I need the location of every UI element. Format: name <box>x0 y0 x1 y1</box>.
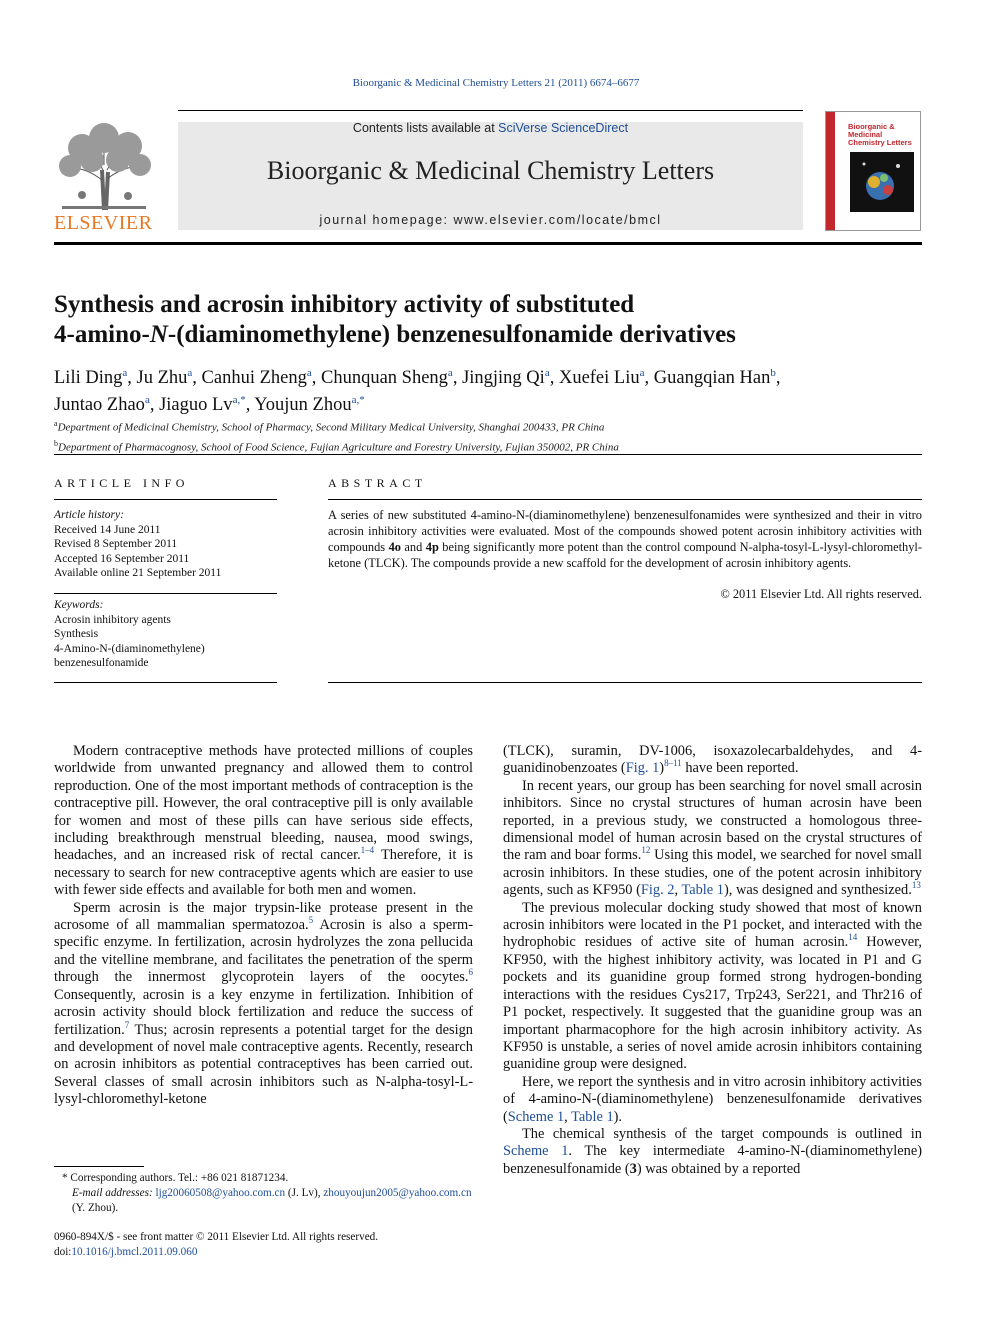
article-info-rule <box>54 499 277 500</box>
body-paragraph: In recent years, our group has been searching for novel small acrosin inhibitors. Since no crystal structures of human acrosin have been reported, in a previous study, we constructed a homologous three-dimensional model of human acrosin based on the crystal structures of the ram and boar forms.$^{12}$ Using this model, we searched for novel small acrosin inhibitors. In these studies, one of the potent acrosin inhibitory agents, such as KF950 (Fig. 2, Table 1), was designed and synthesized.$^{13}$ <box>503 777 922 899</box>
author-list <box>54 362 914 416</box>
body-paragraph-continued: (TLCK), suramin, DV-1006, isoxazolecarbaldehydes, and 4-guanidinobenzoates (Fig. 1)$^{8-11}$ have been reported. <box>503 743 922 777</box>
compound-3: 3 <box>629 1160 637 1177</box>
author: Guangqian Han$^b$, <box>653 367 781 388</box>
reference-link[interactable]: 7 <box>124 1019 130 1030</box>
contents-line <box>178 121 803 135</box>
keyword: 4-Amino-N-(diaminomethylene) <box>54 642 205 655</box>
abstract-copyright: © 2011 Elsevier Ltd. All rights reserved. <box>720 587 922 601</box>
elsevier-wordmark: ELSEVIER <box>54 212 153 234</box>
journal-title: Bioorganic & Medicinal Chemistry Letters <box>266 156 715 185</box>
reference-link[interactable]: 13 <box>911 880 921 891</box>
abstract-heading: ABSTRACT <box>328 476 427 490</box>
journal-cover-thumbnail[interactable] <box>825 111 921 231</box>
author: Jiaguo $Lv^{a,*}$, <box>159 394 255 415</box>
body-paragraph: Modern contraceptive methods have protected millions of couples worldwide from unwanted pregnancy and allowed them to control reproduction. One of the most important methods of contraception is the contraceptive pill. However, the oral contraceptive pill is only available for women and most of these pills can have serious side effects, including breakthrough menstrual bleeding, nausea, mood swings, headaches, and an increased risk of rectal cancer.$^{1-4}$ Therefore, it is necessary to search for new contraceptive agents which are easier to use with fewer side effects and available for both men and women. <box>54 743 473 899</box>
contents-prefix: Contents lists available at <box>352 121 499 135</box>
journal-homepage <box>178 213 803 227</box>
reference-link[interactable]: 6 <box>468 967 473 978</box>
reference-link[interactable]: 12 <box>641 845 651 856</box>
doi-line: doi:10.1016/j.bmcl.2011.09.060 <box>54 1246 198 1258</box>
header-top-rule <box>178 110 803 111</box>
footnote-rule <box>54 1166 144 1167</box>
reference-link[interactable]: 8–11 <box>664 758 682 769</box>
reference-link[interactable]: 5 <box>308 915 314 926</box>
journal-citation[interactable]: Bioorganic & Medicinal Chemistry Letters 21 (2011) 6674–6677 <box>352 77 640 89</box>
cover-red-band <box>826 112 835 230</box>
sciencedirect-link[interactable]: SciVerse ScienceDirect <box>498 121 629 135</box>
reference-link[interactable]: 14 <box>848 932 858 943</box>
abstract-end-rule <box>328 682 922 683</box>
scheme-link[interactable]: Scheme 1 <box>503 1143 569 1160</box>
footnotes <box>54 1171 473 1216</box>
author: Jingjing Qi$^a$, <box>462 367 559 388</box>
article-info-end-rule <box>54 682 277 683</box>
compound-4o: 4o <box>388 540 401 554</box>
body-right-column <box>503 743 922 1178</box>
figure-link[interactable]: Fig. 1 <box>625 760 660 777</box>
table-link[interactable]: Table 1 <box>571 1108 614 1125</box>
history-revised: Revised 8 September 2011 <box>54 538 178 550</box>
email-link[interactable]: zhouyoujun2005@yahoo.com.cn <box>323 1187 472 1199</box>
history-accepted: Accepted 16 September 2011 <box>54 552 190 565</box>
corresponding-author-note: * Corresponding authors. Tel.: +86 021 81871234. <box>62 1172 289 1184</box>
history-online: Available online 21 September 2011 <box>54 567 222 579</box>
compound-4p: 4p <box>425 540 439 554</box>
email-link[interactable]: ljg20060508@yahoo.com.cn <box>155 1187 286 1199</box>
author: Xuefei Liu$^a$, <box>558 367 654 388</box>
publication-meta <box>54 1230 473 1260</box>
author: Ju Zhu$^a$, <box>136 367 202 388</box>
affiliations <box>54 416 914 455</box>
body-paragraph: Sperm acrosin is the major trypsin-like protease present in the acrosome of all mammalian spermatozoa.$^5$ Acrosin is also a sperm-specific enzyme. In fertilization, acrosin hydrolyzes the zona pellucida and the vitelline membrane, and facilitates the penetration of the sperm through the innermost glycoprotein layers of the oocytes.$^6$ Consequently, acrosin is a key enzyme in fertilization. Inhibition of acrosin activity should block fertilization and reduce the success of fertilization.$^7$ Thus; acrosin represents a potential target for the design and development of novel male contraceptive agents. Recently, research on acrosin inhibitors as potential contraceptives has been carried out. Several classes of small acrosin inhibitors such as N-alpha-tosyl-L-lysyl-chloromethyl-ketone <box>54 899 473 1108</box>
body-paragraph: Here, we report the synthesis and in vitro acrosin inhibitory activities of 4-amino-N-(diaminomethylene) benzenesulfonamide derivatives (Scheme 1, Table 1). <box>503 1073 922 1125</box>
cover-title: Bioorganic & Medicinal Chemistry Letters <box>848 122 912 147</box>
scheme-link[interactable]: Scheme 1 <box>507 1108 565 1125</box>
reference-link[interactable]: 1–4 <box>360 845 375 856</box>
affiliation-a: $^a$Department of Medicinal Chemistry, School of Pharmacy, Second Military Medical University, Shanghai 200433, PR China <box>54 419 605 434</box>
header-bottom-rule <box>54 242 922 245</box>
keywords-rule <box>54 593 277 594</box>
title-line-1: Synthesis and acrosin inhibitory activity of substituted <box>54 291 635 318</box>
author: Youjun Zhou$^{a,*}$ <box>254 394 365 415</box>
affiliation-rule <box>54 454 922 455</box>
keyword: benzenesulfonamide <box>54 657 149 669</box>
body-paragraph: The previous molecular docking study showed that most of known acrosin inhibitors were located in the P1 pocket, and interacted with the hydrophobic residues of active site of human acrosin.$^{14}$ However, KF950, with the highest inhibitory activity, was located in P1 and G pockets and its guanidine group formed strong hydrogen-bonding interactions with the residues Cys217, Trp243, Ser221, and Thr216 of P1 pocket, respectively. It suggested that the guanidine group was an important pharmacophore for the high acrosin inhibitory activity. As KF950 is unstable, a series of novel amide acrosin inhibitors containing guanidine group were designed. <box>503 899 922 1073</box>
cover-molecule-image <box>850 152 914 212</box>
author: Chunquan Sheng$^a$, <box>320 367 463 388</box>
issn-line: 0960-894X/$ - see front matter © 2011 Elsevier Ltd. All rights reserved. <box>54 1231 379 1243</box>
keyword: Acrosin inhibitory agents <box>54 613 171 626</box>
author: Juntao Zhao$^a$, <box>54 394 160 415</box>
author: Lili Ding$^a$, <box>54 367 137 388</box>
title-line-2: 4-amino-N-(diaminomethylene) benzenesulfonamide derivatives <box>54 321 736 348</box>
body-left-column <box>54 743 473 1109</box>
homepage-prefix: journal homepage: <box>319 213 454 227</box>
table-link[interactable]: Table 1 <box>681 882 724 899</box>
article-info-heading: ARTICLE INFO <box>54 476 189 490</box>
keyword: Synthesis <box>54 628 99 640</box>
keywords: Keywords: Acrosin inhibitory agents Synthesis 4-Amino-N-(diaminomethylene) benzenesulfonamide <box>54 598 277 671</box>
doi-link[interactable]: 10.1016/j.bmcl.2011.09.060 <box>71 1246 198 1258</box>
homepage-url[interactable]: www.elsevier.com/locate/bmcl <box>453 213 662 227</box>
body-paragraph: The chemical synthesis of the target compounds is outlined in Scheme 1. The key intermediate 4-amino-N-(diaminomethylene) benzenesulfonamide (3) was obtained by a reported <box>503 1125 922 1177</box>
article-title <box>54 290 914 350</box>
abstract-rule <box>328 499 922 500</box>
abstract-text: A series of new substituted 4-amino-N-(diaminomethylene) benzenesulfonamides were synthesized and their in vitro acrosin inhibitory activities were evaluated. Most of the compounds showed potent acrosin inhibitory activities with compounds 4o and 4p being significantly more potent than the control compound N-alpha-tosyl-L-lysyl-chloromethyl-ketone (TLCK). The compounds provide a new scaffold for the development of acrosin inhibitory agents. <box>328 508 922 570</box>
affiliation-b: $^b$Department of Pharmacognosy, School of Food Science, Fujian Agriculture and Forestry University, Fujian 350002, PR China <box>54 438 619 454</box>
figure-link[interactable]: Fig. 2 <box>640 882 675 899</box>
history-received: Received 14 June 2011 <box>54 523 161 536</box>
email-addresses: E-mail addresses: ljg20060508@yahoo.com.cn (J. Lv), zhouyoujun2005@yahoo.com.cn (Y. Zhou). <box>72 1187 472 1214</box>
author: Canhui Zheng$^a$, <box>201 367 321 388</box>
article-history: Article history: Received 14 June 2011 Revised 8 September 2011 Accepted 16 September 2011 Available online 21 September 2011 <box>54 508 277 581</box>
